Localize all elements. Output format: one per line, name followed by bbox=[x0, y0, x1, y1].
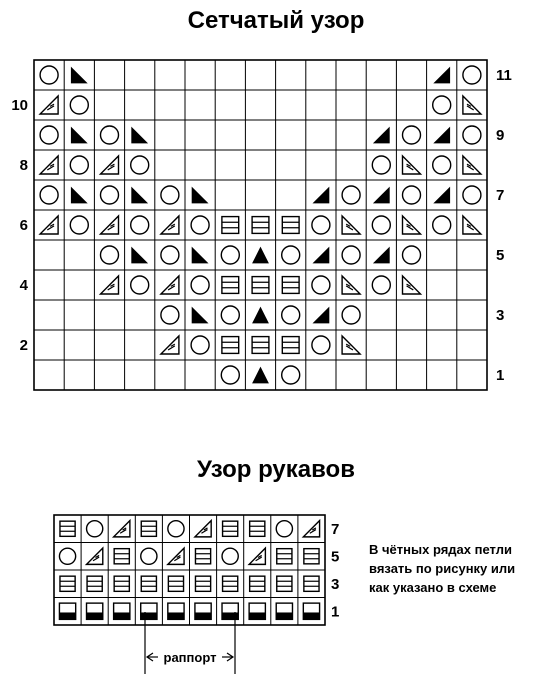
purl-symbol-icon bbox=[60, 576, 75, 591]
purl-symbol-icon bbox=[60, 521, 75, 536]
even-rows-note bbox=[369, 540, 549, 597]
yo-symbol-icon bbox=[403, 186, 421, 204]
yo-symbol-icon bbox=[372, 276, 390, 294]
yo-symbol-icon bbox=[221, 366, 239, 384]
yo-symbol-icon bbox=[312, 336, 330, 354]
base-symbol-icon bbox=[249, 603, 265, 619]
row-number-label: 11 bbox=[496, 67, 512, 84]
purl-symbol-icon bbox=[252, 337, 269, 354]
sskp-symbol-icon bbox=[463, 96, 481, 114]
yo-symbol-icon bbox=[403, 126, 421, 144]
sskr-symbol-icon bbox=[192, 247, 209, 264]
sskr-symbol-icon bbox=[71, 127, 88, 144]
base-symbol-icon bbox=[195, 603, 211, 619]
purl-symbol-icon bbox=[114, 576, 129, 591]
purl-symbol-icon bbox=[195, 576, 210, 591]
k2tog-symbol-icon bbox=[433, 187, 450, 204]
yo-symbol-icon bbox=[433, 156, 451, 174]
p2tog-symbol-icon bbox=[40, 156, 58, 174]
row-number-label: 6 bbox=[19, 217, 28, 234]
yo-symbol-icon bbox=[40, 126, 58, 144]
purl-symbol-icon bbox=[304, 549, 319, 564]
p2tog-symbol-icon bbox=[195, 521, 211, 537]
base-symbol-icon bbox=[59, 603, 75, 619]
sskr-symbol-icon bbox=[131, 187, 148, 204]
yo-symbol-icon bbox=[161, 246, 179, 264]
base-symbol-icon bbox=[168, 603, 184, 619]
main-chart-title: Сетчатый узор bbox=[187, 7, 365, 34]
sskr-symbol-icon bbox=[192, 187, 209, 204]
row-number-label: 1 bbox=[496, 367, 505, 384]
yo-symbol-icon bbox=[101, 186, 119, 204]
sleeve-chart-title: Узор рукавов bbox=[197, 456, 355, 483]
repeat-label: раппорт bbox=[163, 650, 217, 665]
note-line: как указано в схеме bbox=[369, 580, 497, 595]
purl-symbol-icon bbox=[141, 521, 156, 536]
base-symbol-icon bbox=[141, 603, 157, 619]
sskr-symbol-icon bbox=[131, 247, 148, 264]
p2tog-symbol-icon bbox=[249, 548, 265, 564]
base-symbol-icon bbox=[303, 603, 319, 619]
p2tog-symbol-icon bbox=[168, 548, 184, 564]
purl-symbol-icon bbox=[304, 576, 319, 591]
yo-symbol-icon bbox=[168, 521, 184, 537]
yo-symbol-icon bbox=[101, 246, 119, 264]
note-line: В чётных рядах петли bbox=[369, 542, 512, 557]
k2tog-symbol-icon bbox=[373, 127, 390, 144]
sskp-symbol-icon bbox=[403, 156, 421, 174]
purl-symbol-icon bbox=[282, 337, 299, 354]
purl-symbol-icon bbox=[223, 576, 238, 591]
k2tog-symbol-icon bbox=[373, 247, 390, 264]
yo-symbol-icon bbox=[463, 186, 481, 204]
base-symbol-icon bbox=[276, 603, 292, 619]
yo-symbol-icon bbox=[463, 126, 481, 144]
purl-symbol-icon bbox=[222, 337, 239, 354]
yo-symbol-icon bbox=[161, 306, 179, 324]
yo-symbol-icon bbox=[312, 276, 330, 294]
sskp-symbol-icon bbox=[342, 216, 360, 234]
purl-symbol-icon bbox=[114, 549, 129, 564]
dec3-symbol-icon bbox=[252, 367, 269, 384]
base-symbol-icon bbox=[222, 603, 238, 619]
yo-symbol-icon bbox=[372, 156, 390, 174]
k2tog-symbol-icon bbox=[433, 67, 450, 84]
row-number-label: 4 bbox=[19, 277, 28, 294]
purl-symbol-icon bbox=[222, 277, 239, 294]
yo-symbol-icon bbox=[403, 246, 421, 264]
row-number-label: 8 bbox=[19, 157, 28, 174]
row-number-label: 3 bbox=[331, 575, 340, 593]
main-grid-border bbox=[34, 60, 487, 390]
row-number-label: 2 bbox=[19, 337, 28, 354]
yo-symbol-icon bbox=[222, 548, 238, 564]
p2tog-symbol-icon bbox=[101, 156, 119, 174]
yo-symbol-icon bbox=[433, 216, 451, 234]
k2tog-symbol-icon bbox=[313, 247, 330, 264]
purl-symbol-icon bbox=[252, 217, 269, 234]
row-number-label: 7 bbox=[496, 187, 505, 204]
main-chart-grid bbox=[11, 60, 512, 390]
row-number-label: 3 bbox=[496, 307, 505, 324]
row-number-label: 5 bbox=[496, 247, 505, 264]
yo-symbol-icon bbox=[433, 96, 451, 114]
yo-symbol-icon bbox=[70, 96, 88, 114]
p2tog-symbol-icon bbox=[40, 216, 58, 234]
k2tog-symbol-icon bbox=[433, 127, 450, 144]
yo-symbol-icon bbox=[70, 156, 88, 174]
yo-symbol-icon bbox=[40, 66, 58, 84]
row-number-label: 7 bbox=[331, 520, 340, 538]
base-symbol-icon bbox=[114, 603, 130, 619]
yo-symbol-icon bbox=[463, 66, 481, 84]
note-line: вязать по рисунку или bbox=[369, 561, 516, 576]
yo-symbol-icon bbox=[342, 306, 360, 324]
p2tog-symbol-icon bbox=[40, 96, 58, 114]
sskr-symbol-icon bbox=[71, 187, 88, 204]
p2tog-symbol-icon bbox=[87, 548, 103, 564]
yo-symbol-icon bbox=[141, 548, 157, 564]
yo-symbol-icon bbox=[101, 126, 119, 144]
yo-symbol-icon bbox=[87, 521, 103, 537]
row-number-label: 1 bbox=[331, 603, 340, 621]
yo-symbol-icon bbox=[312, 216, 330, 234]
p2tog-symbol-icon bbox=[161, 336, 179, 354]
yo-symbol-icon bbox=[161, 186, 179, 204]
sskr-symbol-icon bbox=[71, 67, 88, 84]
purl-symbol-icon bbox=[250, 521, 265, 536]
sskr-symbol-icon bbox=[131, 127, 148, 144]
base-symbol-icon bbox=[87, 603, 103, 619]
p2tog-symbol-icon bbox=[161, 276, 179, 294]
dec3-symbol-icon bbox=[252, 247, 269, 264]
sleeve-chart-grid bbox=[54, 515, 339, 625]
sskp-symbol-icon bbox=[403, 216, 421, 234]
purl-symbol-icon bbox=[252, 277, 269, 294]
p2tog-symbol-icon bbox=[161, 216, 179, 234]
row-number-label: 5 bbox=[331, 548, 340, 566]
yo-symbol-icon bbox=[70, 216, 88, 234]
k2tog-symbol-icon bbox=[313, 187, 330, 204]
dec3-symbol-icon bbox=[252, 307, 269, 324]
sskp-symbol-icon bbox=[463, 216, 481, 234]
p2tog-symbol-icon bbox=[101, 216, 119, 234]
yo-symbol-icon bbox=[372, 216, 390, 234]
yo-symbol-icon bbox=[282, 246, 300, 264]
p2tog-symbol-icon bbox=[303, 521, 319, 537]
yo-symbol-icon bbox=[282, 366, 300, 384]
purl-symbol-icon bbox=[141, 576, 156, 591]
row-number-label: 10 bbox=[11, 97, 28, 114]
sskp-symbol-icon bbox=[342, 276, 360, 294]
purl-symbol-icon bbox=[277, 549, 292, 564]
purl-symbol-icon bbox=[168, 576, 183, 591]
yo-symbol-icon bbox=[276, 521, 292, 537]
purl-symbol-icon bbox=[282, 217, 299, 234]
yo-symbol-icon bbox=[282, 306, 300, 324]
k2tog-symbol-icon bbox=[313, 307, 330, 324]
yo-symbol-icon bbox=[59, 548, 75, 564]
row-number-label: 9 bbox=[496, 127, 505, 144]
yo-symbol-icon bbox=[342, 186, 360, 204]
purl-symbol-icon bbox=[87, 576, 102, 591]
k2tog-symbol-icon bbox=[373, 187, 390, 204]
yo-symbol-icon bbox=[221, 306, 239, 324]
purl-symbol-icon bbox=[250, 576, 265, 591]
yo-symbol-icon bbox=[191, 276, 209, 294]
purl-symbol-icon bbox=[282, 277, 299, 294]
p2tog-symbol-icon bbox=[114, 521, 130, 537]
yo-symbol-icon bbox=[131, 156, 149, 174]
sskp-symbol-icon bbox=[403, 276, 421, 294]
purl-symbol-icon bbox=[277, 576, 292, 591]
yo-symbol-icon bbox=[191, 216, 209, 234]
sskp-symbol-icon bbox=[342, 336, 360, 354]
purl-symbol-icon bbox=[223, 521, 238, 536]
purl-symbol-icon bbox=[195, 549, 210, 564]
yo-symbol-icon bbox=[191, 336, 209, 354]
purl-symbol-icon bbox=[222, 217, 239, 234]
yo-symbol-icon bbox=[131, 276, 149, 294]
yo-symbol-icon bbox=[221, 246, 239, 264]
yo-symbol-icon bbox=[342, 246, 360, 264]
sskr-symbol-icon bbox=[192, 307, 209, 324]
sskp-symbol-icon bbox=[463, 156, 481, 174]
p2tog-symbol-icon bbox=[101, 276, 119, 294]
yo-symbol-icon bbox=[40, 186, 58, 204]
yo-symbol-icon bbox=[131, 216, 149, 234]
